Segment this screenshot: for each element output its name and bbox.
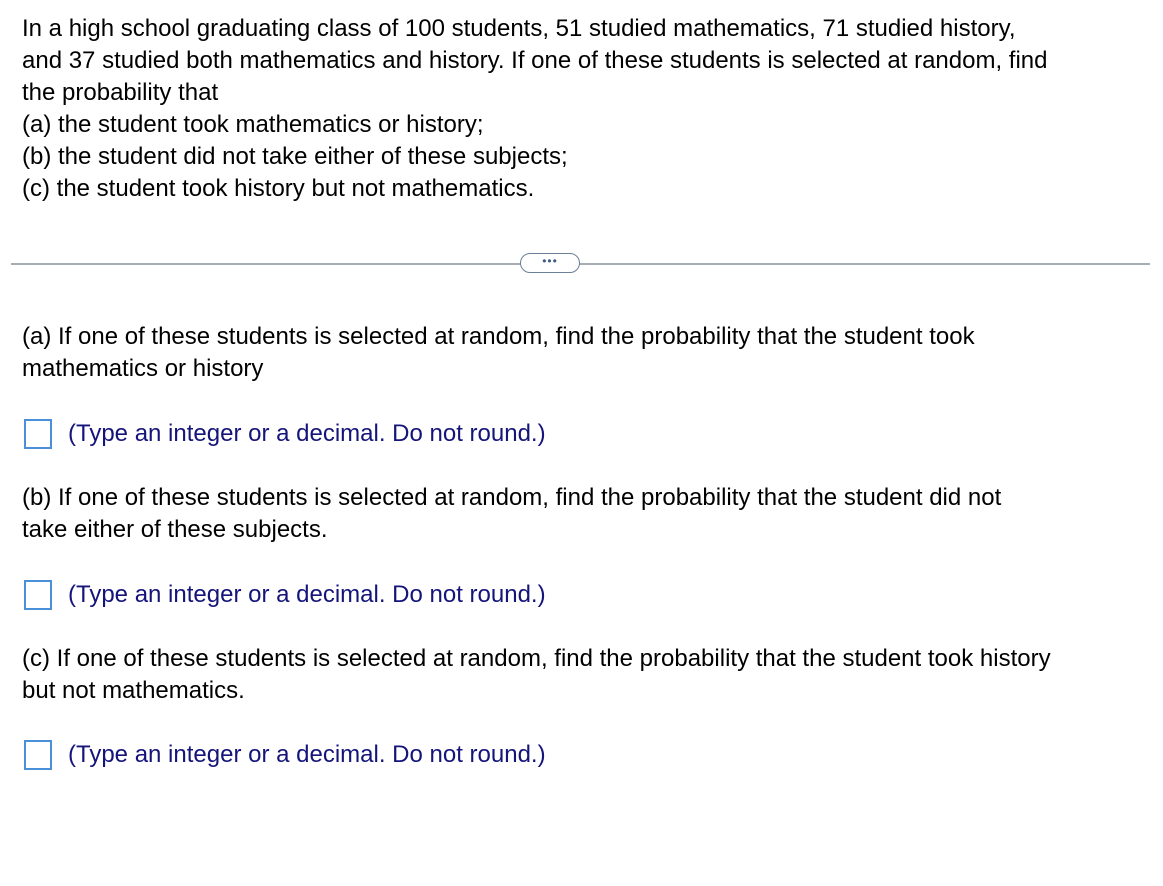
problem-line: In a high school graduating class of 100 students, 51 studied mathematics, 71 studied history, <box>22 15 1016 42</box>
problem-part-a: (a) the student took mathematics or history; <box>22 111 484 138</box>
question-b-line: (b) If one of these students is selected at random, find the probability that the student did not <box>22 484 1002 511</box>
question-a-line: (a) If one of these students is selected at random, find the probability that the student took <box>22 323 975 350</box>
answer-hint-c: (Type an integer or a decimal. Do not round.) <box>68 741 546 768</box>
answer-input-b[interactable] <box>24 580 52 610</box>
question-c <box>22 643 1147 707</box>
answer-hint-b: (Type an integer or a decimal. Do not round.) <box>68 581 546 608</box>
problem-line: and 37 studied both mathematics and history. If one of these students is selected at random, find <box>22 47 1048 74</box>
answer-row-c <box>24 739 546 771</box>
problem-part-b: (b) the student did not take either of these subjects; <box>22 143 568 170</box>
answer-row-a <box>24 418 546 450</box>
question-c-line: but not mathematics. <box>22 677 245 704</box>
section-divider <box>11 263 1150 265</box>
question-a <box>22 321 1147 385</box>
question-c-line: (c) If one of these students is selected at random, find the probability that the student took history <box>22 645 1051 672</box>
problem-statement <box>22 13 1147 205</box>
answer-row-b <box>24 579 546 611</box>
question-b <box>22 482 1147 546</box>
expand-button[interactable] <box>520 253 580 273</box>
problem-line: the probability that <box>22 79 219 106</box>
answer-hint-a: (Type an integer or a decimal. Do not round.) <box>68 420 546 447</box>
question-a-line: mathematics or history <box>22 355 264 382</box>
answer-input-c[interactable] <box>24 740 52 770</box>
problem-part-c: (c) the student took history but not mathematics. <box>22 175 535 202</box>
answer-input-a[interactable] <box>24 419 52 449</box>
question-b-line: take either of these subjects. <box>22 516 328 543</box>
ellipsis-icon: ••• <box>542 254 558 268</box>
